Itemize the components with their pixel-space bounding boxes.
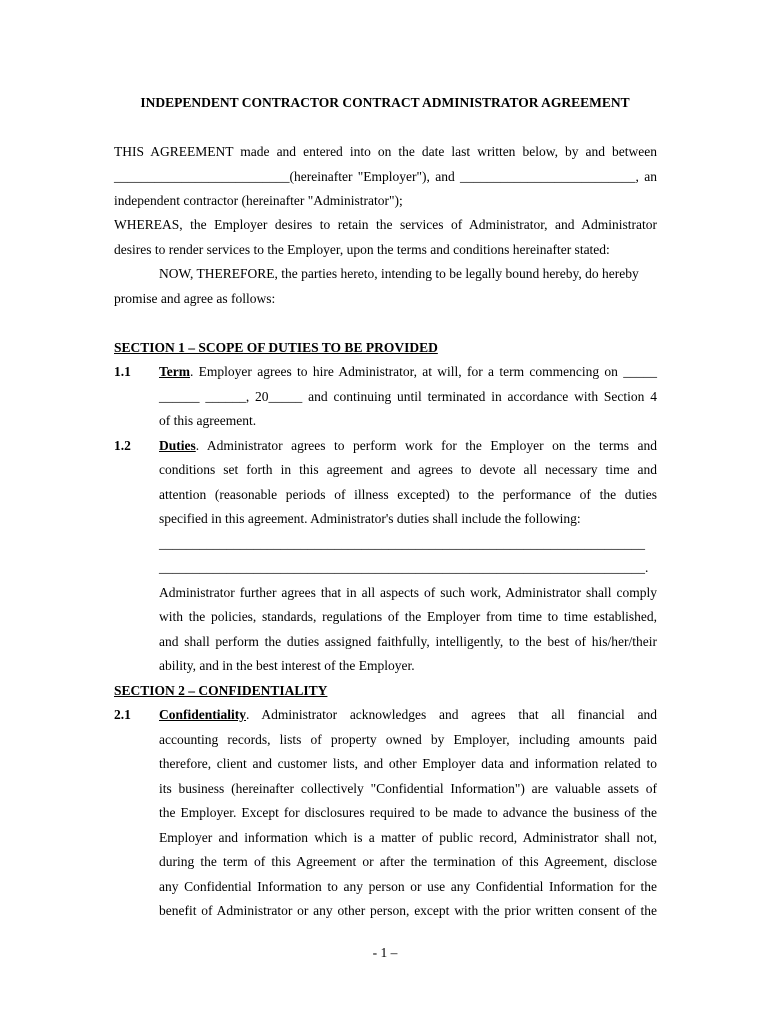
blank-line: ________________________________________________________________________.: [159, 560, 649, 575]
clause-text: . Administrator agrees to perform work for the Employer on the terms and: [195, 438, 657, 453]
clause-line: the Employer. Except for disclosures required to be made to advance the business of the: [159, 805, 657, 820]
clause-line: during the term of this Agreement or after the termination of this Agreement, disclose: [159, 854, 657, 869]
clause-line: ability, and in the best interest of the Employer.: [159, 658, 415, 673]
clause-number: 1.2: [114, 438, 131, 453]
clause-1-2-first-line: [159, 437, 657, 455]
clause-line: and shall perform the duties assigned faithfully, intelligently, to the best of his/her/their: [159, 634, 657, 649]
clause-term: Term: [159, 364, 190, 379]
clause-2-1-first-line: [159, 706, 657, 724]
clause-number: 1.1: [114, 364, 131, 379]
clause-line: accounting records, lists of property owned by Employer, including amounts paid: [159, 732, 657, 747]
clause-line: therefore, client and customer lists, and other Employer data and information related to: [159, 756, 657, 771]
intro-line: WHEREAS, the Employer desires to retain the services of Administrator, and Administrator: [114, 217, 657, 232]
blank-line: ________________________________________________________________________: [159, 536, 645, 551]
clause-line: with the policies, standards, regulations of the Employer from time to time established,: [159, 609, 657, 624]
intro-line: desires to render services to the Employer, upon the terms and conditions hereinafter stated:: [114, 242, 610, 257]
clause-line: any Confidential Information to any person or use any Confidential Information for the: [159, 879, 657, 894]
clause-term: Duties: [159, 438, 196, 453]
clause-line: of this agreement.: [159, 413, 257, 428]
clause-line: attention (reasonable periods of illness excepted) to the performance of the duties: [159, 487, 657, 502]
intro-line: THIS AGREEMENT made and entered into on the date last written below, by and between: [114, 144, 657, 159]
clause-line: benefit of Administrator or any other person, except with the prior written consent of the: [159, 903, 657, 918]
intro-line: NOW, THEREFORE, the parties hereto, intending to be legally bound hereby, do hereby: [159, 266, 639, 281]
clause-1-1-first-line: [159, 363, 657, 381]
section-2-heading: SECTION 2 – CONFIDENTIALITY: [114, 683, 328, 698]
clause-line: ______ ______, 20_____ and continuing until terminated in accordance with Section 4: [159, 389, 657, 404]
document-title: INDEPENDENT CONTRACTOR CONTRACT ADMINISTRATOR AGREEMENT: [140, 95, 630, 110]
section-1-heading: SECTION 1 – SCOPE OF DUTIES TO BE PROVIDED: [114, 340, 438, 355]
clause-text: . Administrator acknowledges and agrees that all financial and: [246, 707, 657, 722]
intro-line: promise and agree as follows:: [114, 291, 276, 306]
clause-term: Confidentiality: [159, 707, 247, 722]
intro-line: independent contractor (hereinafter "Administrator");: [114, 193, 403, 208]
clause-number: 2.1: [114, 707, 131, 722]
intro-line: __________________________(hereinafter "Employer"), and __________________________, an: [114, 169, 657, 184]
clause-line: specified in this agreement. Administrator's duties shall include the following:: [159, 511, 581, 526]
page-number: - 1 –: [372, 945, 398, 960]
clause-line: Employer and information which is a matter of public record, Administrator shall not,: [159, 830, 657, 845]
clause-line: Administrator further agrees that in all aspects of such work, Administrator shall comply: [159, 585, 657, 600]
clause-text: . Employer agrees to hire Administrator, at will, for a term commencing on _____: [190, 364, 657, 379]
clause-line: its business (hereinafter collectively "Confidential Information") are valuable assets of: [159, 781, 657, 796]
clause-line: conditions set forth in this agreement and agrees to devote all necessary time and: [159, 462, 657, 477]
